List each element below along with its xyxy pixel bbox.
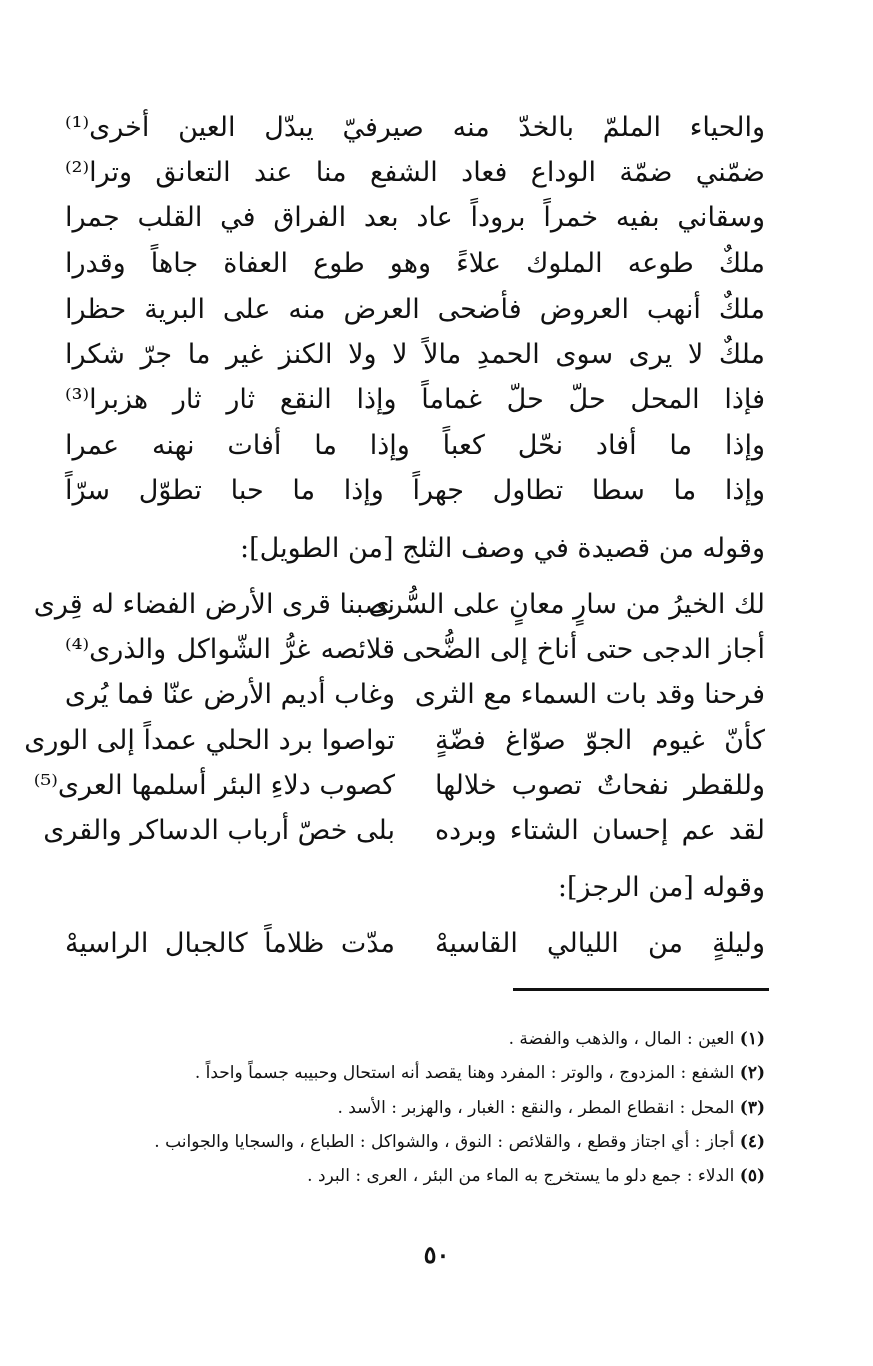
hemistich-second: قلائصه غرُّ الشّواكل والذرى⁽⁴⁾: [65, 634, 395, 665]
hemistich-second: كصوب دلاءِ البئر أسلمها العرى⁽⁵⁾: [33, 770, 395, 801]
hemistich-first: لك الخيرُ من سارٍ معانٍ على السُّرى: [368, 589, 765, 620]
verse-line: والحياء الملمّ بالخدّ منه صيرفيّ يبدّل العين أخرى⁽¹⁾: [65, 112, 765, 143]
hemistich-second: تواصوا برد الحلي عمداً إلى الورى: [24, 725, 395, 756]
footnote-text: الشفع : المزدوج ، والوتر : المفرد وهنا يقصد أنه استحال وحبيبه جسماً واحداً .: [194, 1063, 735, 1083]
verse-line: ملكٌ أنهب العروض فأضحى العرض منه على البرية حظرا: [65, 294, 765, 325]
footnote-separator: [513, 988, 769, 991]
verse-line: وإذا ما سطا تطاول جهراً وإذا ما حبا تطوّل سرّاً: [65, 475, 765, 506]
hemistich-first: وليلةٍ من الليالي القاسيهْ: [435, 928, 765, 959]
hemistich-first: كأنّ غيوم الجوّ صوّاغ فضّةٍ: [435, 725, 765, 756]
footnote: [65, 1161, 765, 1191]
footnote-number: (٣): [739, 1098, 765, 1118]
page-number: ٥٠: [423, 1240, 450, 1269]
hemistich-second: بلى خصّ أرباب الدساكر والقرى: [43, 815, 395, 846]
footnote-number: (٥): [739, 1166, 765, 1186]
footnote-text: المحل : انقطاع المطر ، والنقع : الغبار ، والهزبر : الأسد .: [337, 1098, 735, 1118]
hemistich-first: لقد عم إحسان الشتاء وبرده: [435, 815, 765, 846]
footnote-text: العين : المال ، والذهب والفضة .: [508, 1029, 735, 1049]
verse-line: فإذا المحل حلّ حلّ غماماً وإذا النقع ثار ثار هزبرا⁽³⁾: [65, 384, 765, 415]
footnote-number: (٤): [739, 1132, 765, 1152]
hemistich-second: نصبنا قرى الأرض الفضاء له قِرى: [33, 589, 395, 620]
hemistich-first: وللقطر نفحاتٌ تصوب خلالها: [435, 770, 765, 801]
verse-line: ملكٌ طوعه الملوك علاءً وهو طوع العفاة جاهاً وقدرا: [65, 248, 765, 279]
footnote-number: (١): [739, 1029, 765, 1049]
footnote: [65, 1058, 765, 1088]
verse-line: ملكٌ لا يرى سوى الحمدِ مالاً لا ولا الكنز غير ما جرّ شكرا: [65, 339, 765, 370]
hemistich-second: وغاب أديم الأرض عنّا فما يُرى: [64, 679, 395, 710]
verse-line: ضمّني ضمّة الوداع فعاد الشفع منا عند التعانق وترا⁽²⁾: [65, 157, 765, 188]
footnote-text: أجاز : أي اجتاز وقطع ، والقلائص : النوق ، والشواكل : الطباع ، والسجايا والجوانب .: [154, 1132, 735, 1152]
footnote: [65, 1127, 765, 1157]
footnote: [65, 1093, 765, 1123]
verse-line: وسقاني بفيه خمراً بروداً عاد بعد الفراق في القلب جمرا: [65, 202, 765, 233]
hemistich-first: أجاز الدجى حتى أناخ إلى الضُّحى: [402, 634, 765, 665]
footnote: [65, 1024, 765, 1054]
verse-line: وإذا ما أفاد نحّل كعباً وإذا ما أفات نهنه عمرا: [65, 430, 765, 461]
footnote-text: الدلاء : جمع دلو ما يستخرج به الماء من البئر ، العرى : البرد .: [307, 1166, 735, 1186]
hemistich-first: فرحنا وقد بات السماء مع الثرى: [414, 679, 765, 710]
hemistich-second: مدّت ظلاماً كالجبال الراسيهْ: [65, 928, 395, 959]
section-heading: وقوله من قصيدة في وصف الثلج [من الطويل]:: [239, 533, 765, 564]
footnote-number: (٢): [739, 1063, 765, 1083]
section-heading: وقوله [من الرجز]:: [557, 872, 765, 903]
